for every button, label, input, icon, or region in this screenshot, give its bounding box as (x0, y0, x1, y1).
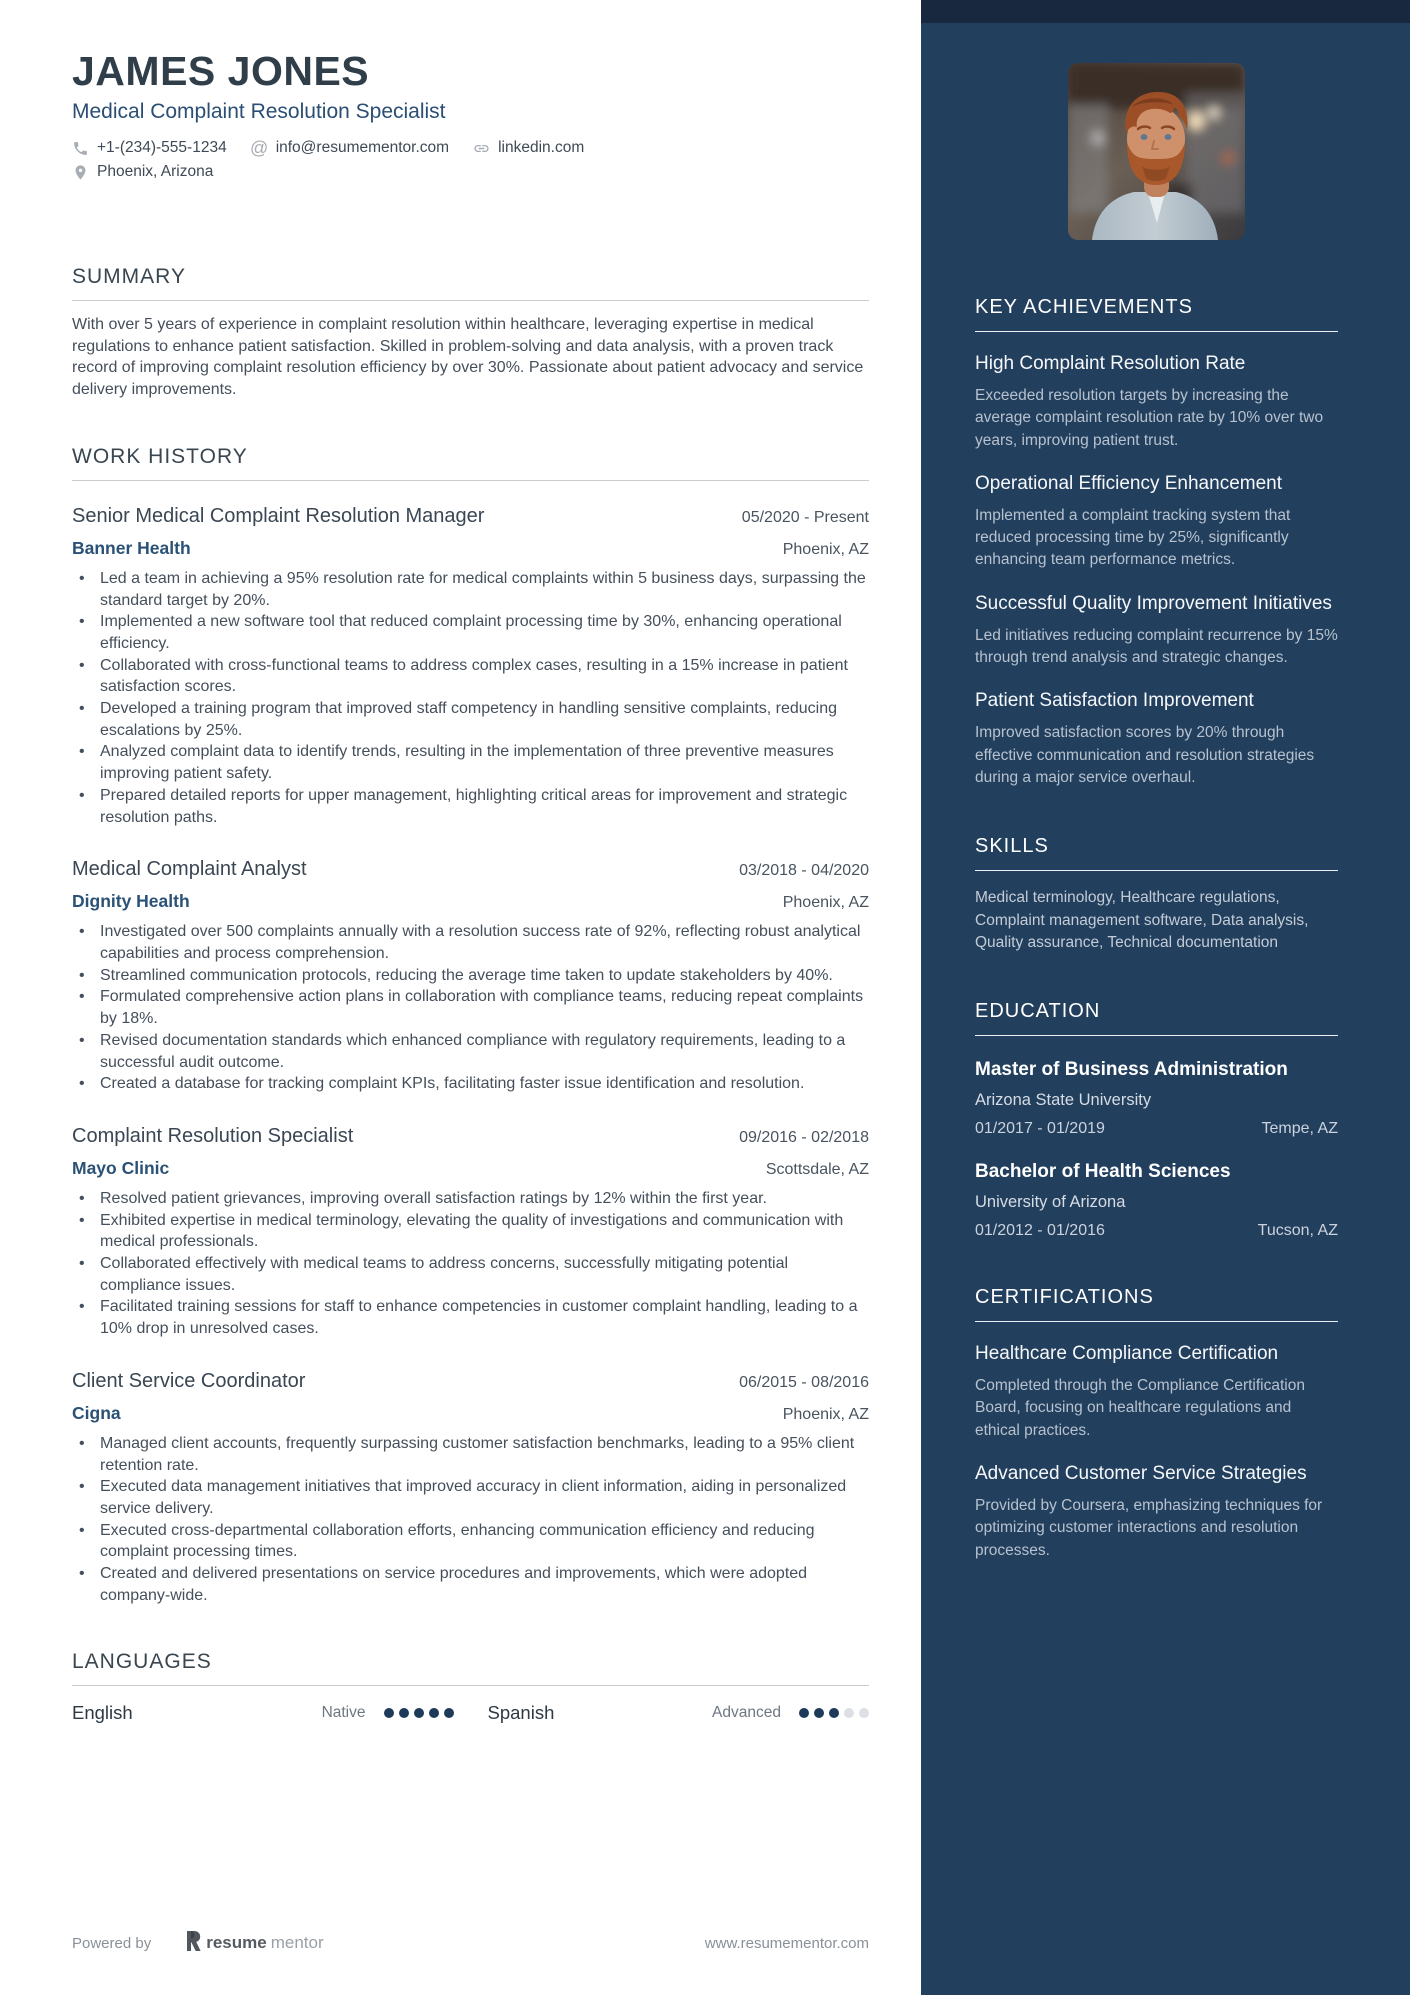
job-bullet: • Prepared detailed reports for upper management, highlighting critical areas for improvement and strategic resolution paths. (72, 785, 869, 828)
language-item (72, 1702, 454, 1724)
certifications-section (975, 1286, 1338, 1562)
achievement-text: Improved satisfaction scores by 20% through effective communication and resolution strategies during a major service overhaul. (975, 724, 1315, 786)
resumementor-logo (185, 1931, 323, 1955)
language-name: English (72, 1702, 133, 1724)
job-dates: 03/2018 - 04/2020 (739, 862, 869, 880)
job-bullet-list (72, 568, 869, 828)
job-entry (72, 503, 869, 828)
candidate-job-title: Medical Complaint Resolution Specialist (72, 100, 446, 124)
education-location: Tempe, AZ (1261, 1120, 1338, 1138)
pin-icon (72, 164, 89, 181)
job-bullet-list (72, 1188, 869, 1340)
sidebar (921, 0, 1410, 1995)
job-entry (72, 856, 869, 1095)
job-bullet: • Collaborated effectively with medical teams to address concerns, successfully mitigating potential compliance issues. (72, 1253, 869, 1296)
job-location: Phoenix, AZ (782, 894, 869, 912)
certification-text: Provided by Coursera, emphasizing techniques for optimizing customer interactions and resolution processes. (975, 1497, 1323, 1559)
achievement-text: Led initiatives reducing complaint recurrence by 15% through trend analysis and strategic changes. (975, 626, 1338, 667)
languages-row (72, 1702, 869, 1724)
job-bullet: • Created a database for tracking complaint KPIs, facilitating faster issue identification and resolution. (72, 1073, 869, 1095)
logo-text-bold: resume (206, 1933, 267, 1952)
contact-email-text: info@resumementor.com (275, 139, 450, 157)
job-bullet: • Led a team in achieving a 95% resolution rate for medical complaints within 5 business days, surpassing the standard target by 20%. (72, 568, 869, 611)
link-icon (473, 140, 490, 157)
summary-text: With over 5 years of experience in complaint resolution within healthcare, leveraging expertise in medical regulations to enhance patient satisfaction. Skilled in problem-solving and data analysis, with a proven track record of improving complaint resolution efficiency by over 30%. Passionate about patient advocacy and service delivery improvements. (72, 316, 864, 399)
job-title-row (72, 503, 869, 529)
job-company: Mayo Clinic (72, 1157, 170, 1178)
contact-row-2 (72, 163, 869, 181)
contact-info (72, 139, 869, 181)
languages-heading: LANGUAGES (72, 1650, 869, 1686)
contact-location-text: Phoenix, Arizona (97, 163, 214, 181)
page-footer (72, 1931, 869, 1955)
education-item (975, 1159, 1338, 1240)
job-dates: 05/2020 - Present (741, 508, 869, 526)
skills-heading: SKILLS (975, 835, 1338, 871)
key-achievements-heading: KEY ACHIEVEMENTS (975, 296, 1338, 332)
job-bullet: • Executed cross-departmental collaboration efforts, enhancing communication efficiency and reducing complaint processing times. (72, 1520, 869, 1563)
job-company-row (72, 538, 869, 559)
education-location: Tucson, AZ (1257, 1222, 1338, 1240)
education-heading: EDUCATION (975, 1000, 1338, 1036)
education-item (975, 1057, 1338, 1138)
education-dates: 01/2012 - 01/2016 (975, 1222, 1105, 1240)
job-dates: 09/2016 - 02/2018 (739, 1128, 869, 1146)
job-bullet-list (72, 921, 869, 1095)
job-title-row (72, 1368, 869, 1394)
education-meta-row (975, 1222, 1338, 1240)
candidate-name: JAMES JONES (72, 48, 370, 94)
certification-text: Completed through the Compliance Certification Board, focusing on healthcare regulations and ethical practices. (975, 1377, 1305, 1439)
job-bullet: • Exhibited expertise in medical terminology, elevating the quality of investigations and communication with medical professionals. (72, 1210, 869, 1253)
job-bullet: • Executed data management initiatives that improved accuracy in client information, aiding in personalized service delivery. (72, 1476, 869, 1519)
job-title-row (72, 856, 869, 882)
language-item (488, 1702, 870, 1724)
sidebar-top-band (921, 0, 1410, 23)
job-bullet: • Streamlined communication protocols, reducing the average time taken to update stakeholders by 40%. (72, 965, 869, 987)
job-title-row (72, 1123, 869, 1149)
certification-item (975, 1461, 1338, 1562)
job-title: Client Service Coordinator (72, 1369, 306, 1392)
language-level (322, 1704, 454, 1722)
contact-email[interactable] (251, 139, 449, 157)
contact-website-text: linkedin.com (498, 139, 585, 157)
job-bullet: • Investigated over 500 complaints annually with a resolution success rate of 92%, reflecting robust analytical capabilities and process comprehension. (72, 921, 869, 964)
certification-title: Advanced Customer Service Strategies (975, 1463, 1307, 1485)
certifications-heading: CERTIFICATIONS (975, 1286, 1338, 1322)
footer-website[interactable]: www.resumementor.com (704, 1934, 869, 1952)
job-entry (72, 1123, 869, 1340)
education-degree: Master of Business Administration (975, 1059, 1288, 1081)
achievement-title: High Complaint Resolution Rate (975, 353, 1246, 374)
achievement-title: Patient Satisfaction Improvement (975, 690, 1254, 712)
job-company-row (72, 891, 869, 912)
work-history-heading: WORK HISTORY (72, 445, 869, 481)
language-level-label: Native (321, 1704, 366, 1722)
skills-section (975, 835, 1338, 954)
education-section (975, 1000, 1338, 1240)
education-dates: 01/2017 - 01/2019 (975, 1120, 1105, 1138)
language-name: Spanish (487, 1702, 555, 1724)
powered-by (72, 1931, 324, 1955)
at-icon: @ (250, 138, 269, 159)
job-bullet: • Facilitated training sessions for staff to enhance competencies in customer complaint handling, leading to a 10% drop in unresolved cases. (72, 1296, 869, 1339)
profile-photo (1068, 63, 1245, 240)
job-location: Scottsdale, AZ (765, 1160, 869, 1178)
job-dates: 06/2015 - 08/2016 (739, 1373, 869, 1391)
contact-row-1 (72, 139, 869, 157)
education-school: Arizona State University (975, 1091, 1152, 1110)
job-bullet: • Analyzed complaint data to identify trends, resulting in the implementation of three preventive measures improving patient safety. (72, 741, 869, 784)
contact-phone-text: +1-(234)-555-1234 (97, 139, 227, 157)
job-location: Phoenix, AZ (782, 1405, 869, 1423)
language-level-dots (799, 1708, 869, 1718)
phone-icon (72, 140, 89, 157)
language-level (712, 1704, 869, 1722)
contact-location (72, 163, 213, 181)
job-bullet: • Formulated comprehensive action plans in collaboration with compliance teams, reducing repeat complaints by 18%. (72, 986, 869, 1029)
job-bullet: • Created and delivered presentations on service procedures and improvements, which were adopted company-wide. (72, 1563, 869, 1606)
job-bullet: • Revised documentation standards which enhanced compliance with regulatory requirements, leading to a successful audit outcome. (72, 1030, 869, 1073)
language-level-label: Advanced (712, 1704, 781, 1722)
key-achievements-section (975, 296, 1338, 789)
job-company-row (72, 1403, 869, 1424)
achievement-item (975, 591, 1338, 670)
achievement-item (975, 471, 1338, 572)
achievement-text: Exceeded resolution targets by increasing the average complaint resolution rate by 10% over two years, improving patient trust. (975, 387, 1324, 449)
skills-text: Medical terminology, Healthcare regulations, Complaint management software, Data analysis, Quality assurance, Technical documentation (975, 889, 1309, 951)
summary-section (72, 265, 869, 401)
job-title: Senior Medical Complaint Resolution Manager (72, 504, 485, 527)
job-bullet: • Implemented a new software tool that reduced complaint processing time by 30%, enhancing operational efficiency. (72, 611, 869, 654)
job-bullet: • Developed a training program that improved staff competency in handling sensitive complaints, reducing escalations by 25%. (72, 698, 869, 741)
job-company: Dignity Health (72, 891, 190, 912)
header (72, 50, 869, 181)
job-title: Complaint Resolution Specialist (72, 1124, 354, 1147)
education-school: University of Arizona (975, 1193, 1126, 1212)
contact-phone[interactable] (72, 139, 227, 157)
job-company-row (72, 1158, 869, 1179)
job-bullet: • Managed client accounts, frequently surpassing customer satisfaction benchmarks, leading to a 95% client retention rate. (72, 1433, 869, 1476)
contact-website[interactable] (473, 139, 584, 157)
language-level-dots (384, 1708, 454, 1718)
job-bullet: • Collaborated with cross-functional teams to address complex cases, resulting in a 15% increase in patient satisfaction scores. (72, 655, 869, 698)
job-company: Cigna (72, 1402, 121, 1423)
languages-section (72, 1650, 869, 1724)
achievement-text: Implemented a complaint tracking system that reduced processing time by 25%, significantly enhancing team performance metrics. (975, 506, 1291, 569)
job-company: Banner Health (72, 537, 191, 558)
job-location: Phoenix, AZ (782, 540, 869, 558)
achievement-title: Operational Efficiency Enhancement (975, 472, 1282, 494)
job-entry (72, 1368, 869, 1607)
job-title: Medical Complaint Analyst (72, 858, 307, 881)
achievement-item (975, 351, 1338, 452)
resumementor-logo-icon (185, 1931, 202, 1955)
achievement-item (975, 688, 1338, 789)
education-degree: Bachelor of Health Sciences (975, 1161, 1231, 1183)
education-meta-row (975, 1120, 1338, 1138)
summary-heading: SUMMARY (72, 265, 869, 301)
work-history-section (72, 445, 869, 1607)
job-bullet-list (72, 1433, 869, 1607)
achievement-title: Successful Quality Improvement Initiatives (975, 592, 1332, 614)
logo-text-light: mentor (270, 1933, 324, 1952)
job-bullet: • Resolved patient grievances, improving overall satisfaction ratings by 12% within the first year. (72, 1188, 869, 1210)
certification-title: Healthcare Compliance Certification (975, 1343, 1279, 1365)
powered-by-text: Powered by (72, 1934, 152, 1952)
certification-item (975, 1341, 1338, 1442)
